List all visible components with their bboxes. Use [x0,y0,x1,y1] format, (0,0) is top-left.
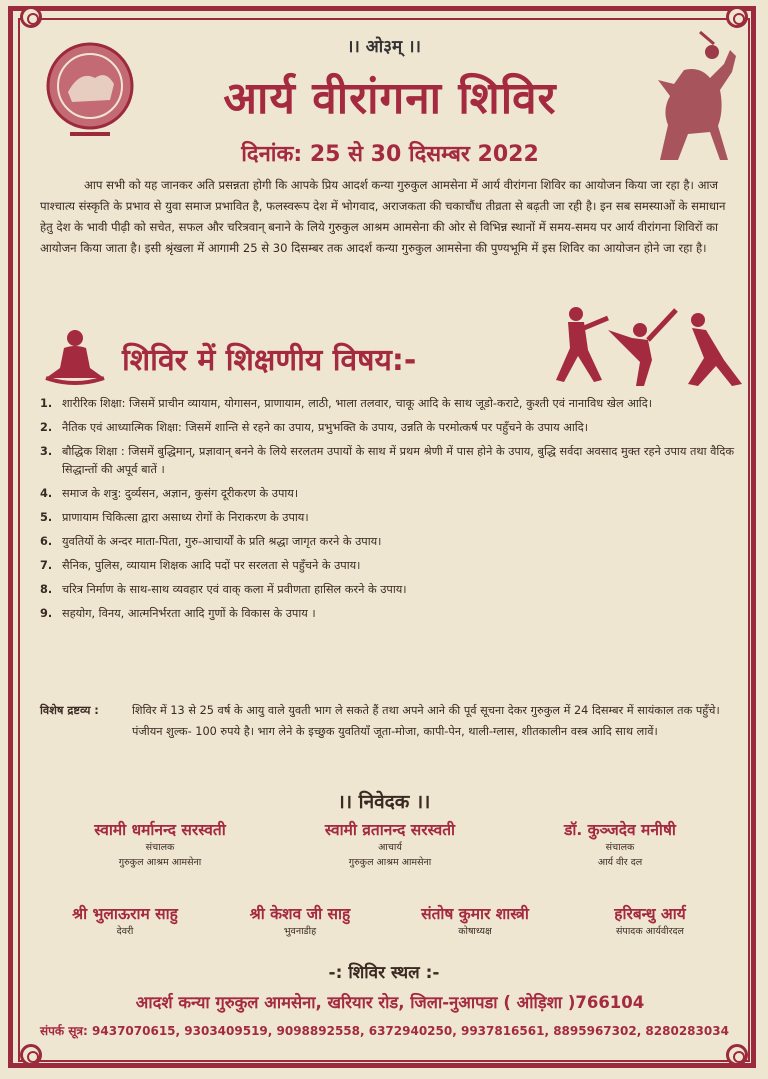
list-item: 6. युवतियों के अन्दर माता-पिता, गुरु-आचार्यों के प्रति श्रद्धा जागृत करने के उपाय। [40,535,382,548]
list-item: 4. समाज के शत्रु: दुर्व्यसन, अज्ञान, कुसंग दूरीकरण के उपाय। [40,487,299,500]
venue-heading: -: शिविर स्थल :- [328,963,440,983]
contact-numbers: संपर्क सूत्र: 9437070615, 9303409519, 9098892558, 6372940250, 9937816561, 8895967302, 8280283034 [40,1024,729,1038]
organizer-card [565,902,735,939]
organizer-role: संचालक [145,842,175,853]
organizer-name: संतोष कुमार शास्त्री [421,905,529,923]
event-date: दिनांक: 25 से 30 दिसम्बर 2022 [241,142,539,167]
subjects-heading: शिविर में शिक्षणीय विषय:- [122,343,417,378]
list-item: 8. चरित्र निर्माण के साथ-साथ व्यवहार एवं वाक् कला में प्रवीणता हासिल करने के उपाय। [40,583,407,596]
list-item: 3. बौद्धिक शिक्षा : जिसमें बुद्धिमान्, प्रज्ञावान् बनने के लिये सरलतम उपायों के साथ में प्रथम श्रेणी में पास होने के उपाय, बुद्धि सर्वदा अवसाद मुक्त रहने उपाय तथा वैदिक सिद्धान्तों की अपूर्व बातें । [40,445,735,476]
subjects-list [40,395,740,629]
list-item: 1. शारीरिक शिक्षा: जिसमें प्राचीन व्यायाम, योगासन, प्राणायाम, लाठी, भाला तलवार, चाकू आदि के साथ जूडो-कराटे, कुश्ती एवं नानाविध खेल आदि। [40,397,653,410]
organizer-org: आर्य वीर दल [597,857,643,868]
organizer-card [280,818,500,870]
organizer-role: देवरी [116,926,134,937]
corner-ornament-icon [20,6,42,28]
special-note [40,700,745,742]
yoga-pose-icon [40,328,110,388]
venue-address: आदर्श कन्या गुरुकुल आमसेना, खरियार रोड, जिला-नुआपडा ( ओड़िशा )766104 [135,993,645,1012]
organizer-card [40,902,210,939]
page-title: आर्य वीरांगना शिविर [223,73,557,124]
organizer-name: श्री केशव जी साहु [249,905,351,923]
organizer-role: संपादक आर्यवीरदल [616,926,684,937]
special-note-text: शिविर में 13 से 25 वर्ष के आयु वाले युवती भाग ले सकते हैं तथा अपने आने की पूर्व सूचना देकर गुरुकुल में 24 दिसम्बर में सायंकाल तक पहुँचे। पंजीयन शुल्क- 100 रुपये है। भाग लेने के इच्छुक युवतियाँ जूता-मोजा, कापी-पेन, थाली-ग्लास, शीतकालीन वस्त्र आदि साथ लावें। [132,704,720,738]
list-item: 5. प्राणायाम चिकित्सा द्वारा असाध्य रोगों के निराकरण के उपाय। [40,511,309,524]
organizer-role: भुवनाडीह [283,926,317,937]
special-note-label: विशेष द्रष्टव्य : [40,704,99,717]
organizer-role: संचालक [605,842,635,853]
organizer-role: आचार्य [378,842,402,853]
corner-ornament-icon [20,1044,42,1066]
corner-ornament-icon [726,1044,748,1066]
organizer-card [510,818,730,870]
organizer-name: डॉ. कुञ्जदेव मनीषी [564,821,676,839]
om-heading: ।। ओ३म् ।। [346,37,421,57]
organizer-card [215,902,385,939]
list-item: 9. सहयोग, विनय, आत्मनिर्भरता आदि गुणों के विकास के उपाय । [40,607,316,620]
organizer-org: गुरुकुल आश्रम आमसेना [348,857,432,868]
organizer-role: कोषाध्यक्ष [458,926,492,937]
corner-ornament-icon [726,6,748,28]
list-item: 7. सैनिक, पुलिस, व्यायाम शिक्षक आदि पदों पर सरलता से पहुँचने के उपाय। [40,559,361,572]
martial-arts-icon [548,300,748,390]
intro-paragraph: आप सभी को यह जानकर अति प्रसन्नता होगी कि आपके प्रिय आदर्श कन्या गुरुकुल आमसेना में आर्य वीरांगना शिविर का आयोजन किया जा रहा है। आज पाश्चात्य संस्कृति के प्रभाव से युवा समाज प्रभावित है, फलस्वरूप देश में भोगवाद, अराजकता की चकाचौंध तीव्रता से बढ़ती जा रही है। इन सब समस्याओं के समाधान हेतु देश के भावी पीढ़ी को सचेत, सफल और चरित्रवान् बनाने के लिये गुरुकुल आश्रम आमसेना की ओर से विभिन्न स्थानों में समय-समय पर आर्य वीरांगना शिविरों का आयोजन किया जाता है। इसी श्रृंखला में आगामी 25 से 30 दिसम्बर तक आदर्श कन्या गुरुकुल आमसेना की पुण्यभूमि में इस शिविर का आयोजन होने जा रहा है। [40,178,726,255]
organizer-name: श्री भुलाऊराम साहु [72,905,178,923]
organizer-name: स्वामी व्रतानन्द सरस्वती [324,821,456,839]
nivedak-heading: ।। निवेदक ।। [337,791,431,813]
list-item: 2. नैतिक एवं आध्यात्मिक शिक्षा: जिसमें शान्ति से रहने का उपाय, प्रभुभक्ति के उपाय, उन्नति के परमोत्कर्ष पर पहुँचने के उपाय आदि। [40,421,588,434]
organizer-name: स्वामी धर्मानन्द सरस्वती [94,821,226,839]
organizer-org: गुरुकुल आश्रम आमसेना [118,857,202,868]
organizer-card [390,902,560,939]
organizer-card [50,818,270,870]
organizer-name: हरिबन्धु आर्य [614,905,686,923]
